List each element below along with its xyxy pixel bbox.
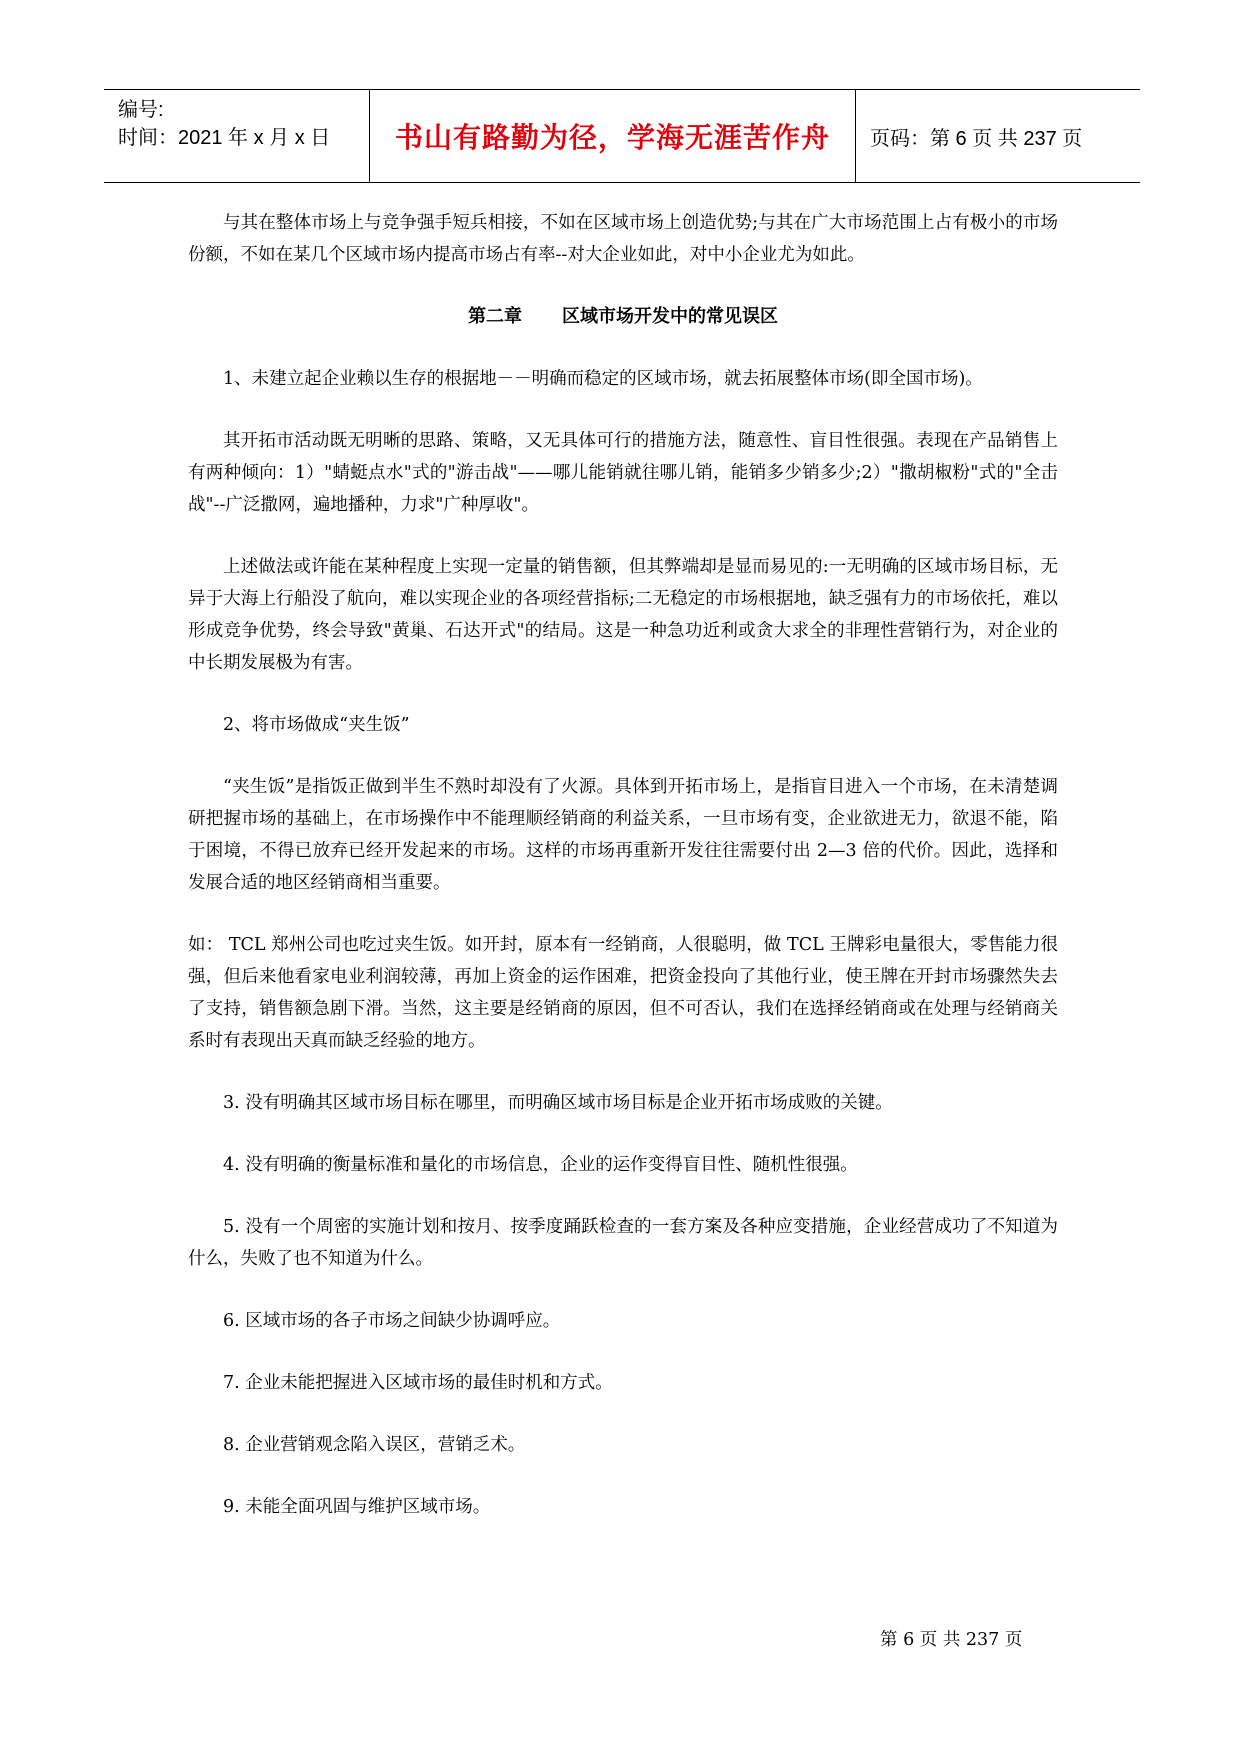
chapter-heading (188, 301, 1058, 333)
header-motto-cell (369, 90, 856, 182)
paragraph-4: 如： TCL 郑州公司也吃过夹生饭。如开封，原本有一经销商，人很聪明，做 TCL 王牌彩电量很大，零售能力很强，但后来他看家电业利润较薄，再加上资金的运作困难，把资金投向了其他行业，使王牌在开封市场骤然失去了支持，销售额急剧下滑。当然，这主要是经销商的原因，但不可否认，我们在选择经销商或在处理与经销商关系时有表现出天真而缺乏经验的地方。 (188, 935, 1058, 1051)
header-page-cell (856, 90, 1140, 182)
list-item-5: 5. 没有一个周密的实施计划和按月、按季度踊跃检查的一套方案及各种应变措施，企业经营成功了不知道为什么，失败了也不知道为什么。 (188, 1217, 1058, 1269)
document-time-label: 时间：2021 年 x 月 x 日 (118, 127, 331, 149)
chapter-title: 区域市场开发中的常见误区 (562, 306, 778, 327)
list-item-3: 3. 没有明确其区域市场目标在哪里，而明确区域市场目标是企业开拓市场成败的关键。 (223, 1093, 893, 1113)
paragraph-1: 其开拓市活动既无明晰的思路、策略，又无具体可行的措施方法，随意性、盲目性很强。表现在产品销售上有两种倾向：1）"蜻蜓点水"式的"游击战"——哪儿能销就往哪儿销，能销多少销多少;2）"撒胡椒粉"式的"全击战"--广泛撒网，遍地播种，力求"广种厚收"。 (188, 431, 1058, 515)
paragraph-3: “夹生饭”是指饭正做到半生不熟时却没有了火源。具体到开拓市场上，是指盲目进入一个市场，在未清楚调研把握市场的基础上，在市场操作中不能理顺经销商的利益关系，一旦市场有变，企业欲进无力，欲退不能，陷于困境，不得已放弃已经开发起来的市场。这样的市场再重新开发往往需要付出 2—3 倍的代价。因此，选择和发展合适的地区经销商相当重要。 (188, 777, 1058, 893)
intro-paragraph: 与其在整体市场上与竞争强手短兵相接，不如在区域市场上创造优势;与其在广大市场范围上占有极小的市场份额，不如在某几个区域市场内提高市场占有率--对大企业如此，对中小企业尤为如此。 (188, 213, 1058, 265)
page-header (104, 89, 1140, 183)
header-motto: 书山有路勤为径，学海无涯苦作舟 (394, 121, 830, 154)
header-page-number: 页码：第 6 页 共 237 页 (870, 127, 1083, 150)
header-meta (104, 90, 369, 182)
document-body (188, 207, 1058, 1523)
list-item-9: 9. 未能全面巩固与维护区域市场。 (223, 1497, 491, 1517)
list-item-7: 7. 企业未能把握进入区域市场的最佳时机和方式。 (223, 1373, 613, 1393)
list-item-6: 6. 区域市场的各子市场之间缺少协调呼应。 (223, 1311, 561, 1331)
paragraph-2: 上述做法或许能在某种程度上实现一定量的销售额，但其弊端却是显而易见的:一无明确的区域市场目标，无异于大海上行船没了航向，难以实现企业的各项经营指标;二无稳定的市场根据地，缺乏强有力的市场依托，难以形成竞争优势，终会导致"黄巢、石达开式"的结局。这是一种急功近利或贪大求全的非理性营销行为，对企业的中长期发展极为有害。 (188, 557, 1058, 673)
chapter-number: 第二章 (468, 306, 522, 327)
list-item-1: 1、未建立起企业赖以生存的根据地－－明确而稳定的区域市场，就去拓展整体市场(即全国市场)。 (223, 369, 983, 389)
list-item-8: 8. 企业营销观念陷入误区，营销乏术。 (223, 1435, 526, 1455)
list-item-4: 4. 没有明确的衡量标准和量化的市场信息，企业的运作变得盲目性、随机性很强。 (223, 1155, 858, 1175)
document-number-label: 编号: (118, 99, 164, 121)
list-item-2: 2、将市场做成“夹生饭” (223, 715, 410, 735)
page-footer: 第 6 页 共 237 页 (880, 1630, 1023, 1650)
